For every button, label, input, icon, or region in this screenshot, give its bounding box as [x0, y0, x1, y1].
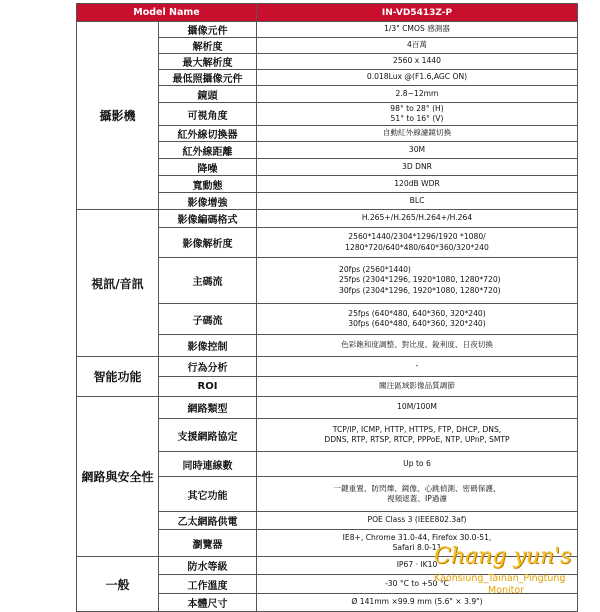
spec-label: 鏡頭	[159, 86, 257, 103]
spec-value: 2560*1440/2304*1296/1920 *1080/ 1280*720/640*480/640*360/320*240	[257, 228, 578, 258]
spec-label: 本體尺寸	[159, 594, 257, 612]
spec-label: 子碼流	[159, 304, 257, 335]
spec-label: 影像編碼格式	[159, 210, 257, 228]
model-name-header: Model Name	[77, 4, 257, 22]
spec-label: 網路類型	[159, 397, 257, 419]
spec-label: 可視角度	[159, 103, 257, 126]
spec-value: IP67 · IK10	[257, 557, 578, 575]
spec-value: 25fps (640*480, 640*360, 320*240) 30fps (640*480, 640*360, 320*240)	[257, 304, 578, 335]
section-network: 網路與安全性	[77, 397, 159, 557]
spec-label: ROI	[159, 377, 257, 397]
spec-value: 4百萬	[257, 38, 578, 54]
spec-label: 防水等級	[159, 557, 257, 575]
spec-value: 3D DNR	[257, 159, 578, 176]
spec-row	[77, 357, 578, 377]
spec-value: 一鍵重置、防閃爍、鏡像、心跳偵測、密碼保護、 視頻遮蓋、IP過濾	[257, 477, 578, 512]
section-general: 一般	[77, 557, 159, 612]
spec-label: 同時連線數	[159, 452, 257, 477]
spec-label: 紅外線距離	[159, 142, 257, 159]
section-camera: 攝影機	[77, 22, 159, 210]
spec-value: H.265+/H.265/H.264+/H.264	[257, 210, 578, 228]
spec-label: 行為分析	[159, 357, 257, 377]
header-row	[77, 4, 578, 22]
spec-label: 寬動態	[159, 176, 257, 193]
spec-value: 關注區域影像品質調節	[257, 377, 578, 397]
spec-value: -	[257, 357, 578, 377]
spec-value: 10M/100M	[257, 397, 578, 419]
spec-label: 乙太網路供電	[159, 512, 257, 530]
spec-label: 影像增強	[159, 193, 257, 210]
spec-label: 降噪	[159, 159, 257, 176]
spec-value: 98° to 28° (H) 51° to 16° (V)	[257, 103, 578, 126]
section-smart: 智能功能	[77, 357, 159, 397]
spec-row	[77, 397, 578, 419]
spec-value: 20fps (2560*1440) 25fps (2304*1296, 1920*1080, 1280*720) 30fps (2304*1296, 1920*1080, 1280*720)	[257, 258, 578, 304]
spec-value: 2560 x 1440	[257, 54, 578, 70]
spec-value: 自動紅外線濾鏡切換	[257, 126, 578, 142]
spec-value: POE Class 3 (IEEE802.3af)	[257, 512, 578, 530]
watermark-subtitle: Kaohsiung_Tainan_Pingtung	[434, 573, 566, 584]
spec-value: Ø 141mm ×99.9 mm (5.6" × 3.9")	[257, 594, 578, 612]
spec-label: 紅外線切換器	[159, 126, 257, 142]
spec-value: TCP/IP, ICMP, HTTP, HTTPS, FTP, DHCP, DNS, DDNS, RTP, RTSP, RTCP, PPPoE, NTP, UPnP, SMTP	[257, 419, 578, 452]
spec-row	[77, 22, 578, 38]
spec-label: 解析度	[159, 38, 257, 54]
spec-label: 影像解析度	[159, 228, 257, 258]
spec-value: 0.018Lux @(F1.6,AGC ON)	[257, 70, 578, 86]
spec-value: BLC	[257, 193, 578, 210]
spec-label: 其它功能	[159, 477, 257, 512]
spec-value: 120dB WDR	[257, 176, 578, 193]
spec-value: IE8+, Chrome 31.0-44, Firefox 30.0-51, Safari 8.0-11	[257, 530, 578, 557]
watermark-subtitle-2: Monitor	[488, 585, 525, 596]
spec-value: -30 °C to +50 °C	[257, 575, 578, 594]
section-av: 視訊/音訊	[77, 210, 159, 357]
spec-label: 最大解析度	[159, 54, 257, 70]
spec-label: 瀏覽器	[159, 530, 257, 557]
spec-table	[76, 3, 578, 612]
spec-value: Up to 6	[257, 452, 578, 477]
watermark	[422, 544, 600, 600]
spec-value: 1/3" CMOS 感測器	[257, 22, 578, 38]
spec-label: 最低照攝像元件	[159, 70, 257, 86]
spec-label: 工作溫度	[159, 575, 257, 594]
spec-value: 色彩飽和度調整、對比度、銳利度、日夜切換	[257, 335, 578, 357]
spec-label: 主碼流	[159, 258, 257, 304]
model-value-header: IN-VD5413Z-P	[257, 4, 578, 22]
spec-label: 攝像元件	[159, 22, 257, 38]
spec-value: 30M	[257, 142, 578, 159]
spec-row	[77, 210, 578, 228]
spec-value: 2.8~12mm	[257, 86, 578, 103]
spec-label: 支援網路協定	[159, 419, 257, 452]
watermark-title: Chang yun's	[434, 544, 572, 569]
spec-label: 影像控制	[159, 335, 257, 357]
